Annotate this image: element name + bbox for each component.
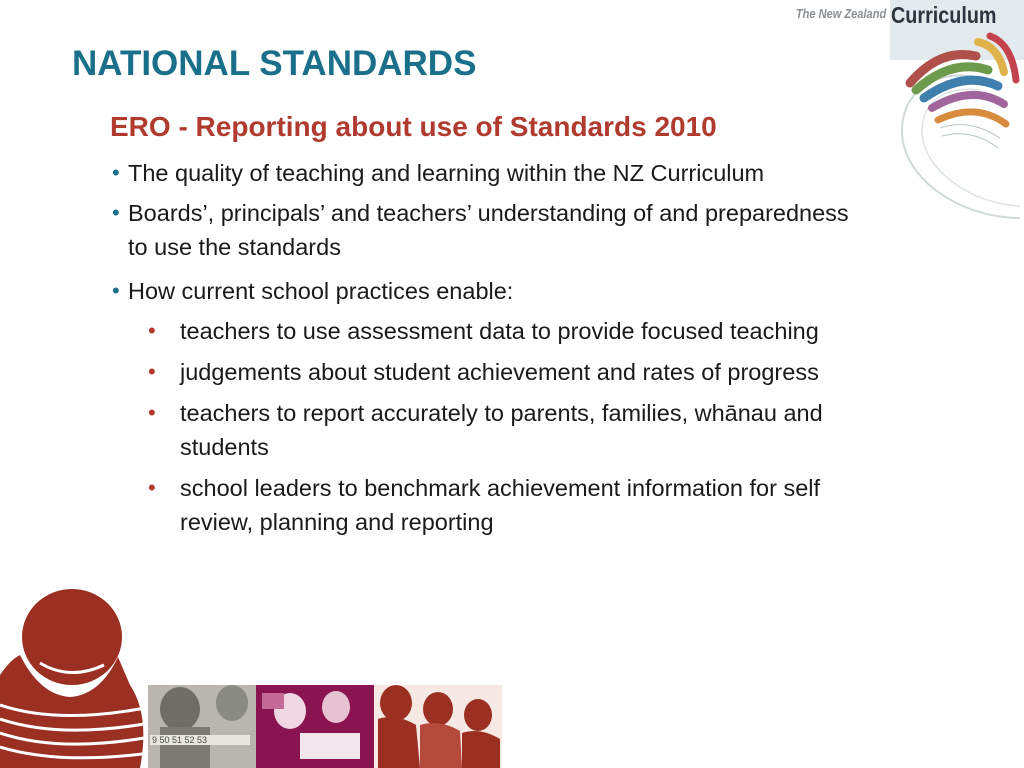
sub-bullet-item — [112, 314, 870, 348]
bullet-text: The quality of teaching and learning within the NZ Curriculum — [128, 160, 765, 186]
bullet-text: Boards’, principals’ and teachers’ understanding of and preparedness to use the standards — [128, 200, 849, 260]
student-photo-collage-icon — [0, 585, 520, 768]
bullet-item — [112, 196, 862, 264]
sub-bullet-item — [112, 355, 870, 389]
koru-fan-graphic-icon — [880, 28, 1024, 228]
sub-bullet-text: judgements about student achievement and rates of progress — [180, 359, 819, 385]
bullet-dot-icon: • — [112, 200, 120, 225]
student-photo-grey — [148, 685, 256, 768]
bullet-dot-icon: • — [112, 278, 120, 303]
sub-bullet-item — [112, 471, 870, 539]
student-photo-magenta — [256, 685, 374, 768]
sub-bullet-text: teachers to use assessment data to provide focused teaching — [180, 318, 819, 344]
logo-small-text: The New Zealand — [795, 6, 886, 21]
student-photo-red-group — [374, 685, 502, 768]
sub-bullet-dot-icon: • — [148, 318, 156, 343]
sub-bullet-text: teachers to report accurately to parents, families, whānau and students — [180, 400, 823, 460]
bullet-item — [112, 156, 862, 190]
bullet-item — [112, 274, 862, 308]
bullet-list — [112, 156, 862, 546]
sub-bullet-dot-icon: • — [148, 475, 156, 500]
sub-bullet-dot-icon: • — [148, 400, 156, 425]
sub-bullet-item — [112, 396, 870, 464]
sub-bullet-text: school leaders to benchmark achievement information for self review, planning and reporting — [180, 475, 821, 535]
bullet-text: How current school practices enable: — [128, 278, 514, 304]
student-photo-red — [0, 589, 150, 768]
sub-bullet-dot-icon: • — [148, 359, 156, 384]
bullet-dot-icon: • — [112, 160, 120, 185]
svg-text:9 50 51 52 53: 9 50 51 52 53 — [152, 735, 208, 745]
slide-title: NATIONAL STANDARDS — [72, 44, 477, 83]
logo-big-text: Curriculum — [891, 2, 997, 28]
slide-subtitle: ERO - Reporting about use of Standards 2010 — [110, 111, 717, 142]
